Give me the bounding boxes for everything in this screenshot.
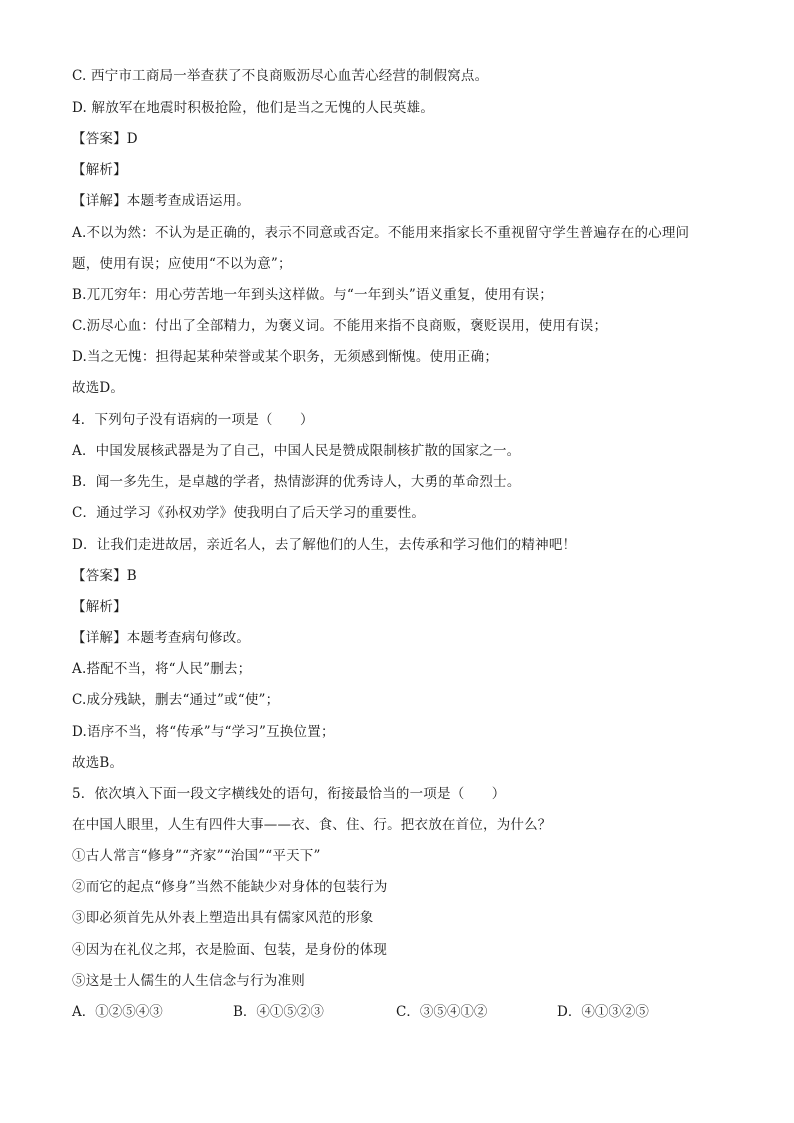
question-5-passage: 在中国人眼里，人生有四件大事——衣、食、住、行。把衣放在首位，为什么？ (72, 817, 552, 833)
sentence-3: ③即必须首先从外表上塑造出具有儒家风范的形象 (72, 910, 374, 926)
option-c-q4: C．通过学习《孙权劝学》使我明白了后天学习的重要性。 (72, 505, 426, 521)
option-d-q5: D．④①③②⑤ (557, 1004, 649, 1020)
explanation-d-q4: D.语序不当，将“传承”与“学习”互换位置； (72, 724, 335, 740)
explanation-a-q3: A.不以为然：不认为是正确的，表示不同意或否定。不能用来指家长不重视留守学生普遍存在的心理问 (72, 225, 690, 241)
option-a-q4: A．中国发展核武器是为了自己，中国人民是赞成限制核扩散的国家之一。 (72, 443, 521, 459)
explanation-a-q3-cont: 题，使用有误；应使用“不以为意”； (72, 256, 292, 272)
option-b-q4: B．闻一多先生，是卓越的学者，热情澎湃的优秀诗人，大勇的革命烈士。 (72, 474, 521, 490)
option-c-q5: C．③⑤④①② (396, 1004, 488, 1020)
option-d-q4: D．让我们走进故居，亲近名人，去了解他们的人生，去传承和学习他们的精神吧！ (72, 537, 577, 553)
conclusion-q4: 故选B。 (72, 755, 124, 771)
sentence-1: ①古人常言“修身”“齐家”“治国”“平天下” (72, 848, 321, 864)
option-a-q5: A．①②⑤④③ (72, 1004, 163, 1020)
explanation-a-q4: A.搭配不当，将“人民”删去； (72, 661, 252, 677)
analysis-heading-q4: 【解析】 (72, 599, 127, 615)
question-4-stem: 4．下列句子没有语病的一项是（ ） (72, 412, 314, 428)
answer-q3: 【答案】D (72, 131, 138, 147)
option-c-q3: C. 西宁市工商局一举查获了不良商贩沥尽心血苦心经营的制假窝点。 (72, 68, 489, 84)
detail-heading-q3: 【详解】本题考查成语运用。 (72, 193, 251, 209)
conclusion-q3: 故选D。 (72, 380, 125, 396)
option-d-q3: D. 解放军在地震时积极抢险，他们是当之无愧的人民英雄。 (72, 100, 435, 116)
explanation-d-q3: D.当之无愧：担得起某种荣誉或某个职务，无须感到惭愧。使用正确； (72, 349, 499, 365)
question-5-stem: 5．依次填入下面一段文字横线处的语句，衔接最恰当的一项是（ ） (72, 786, 506, 802)
option-b-q5: B．④①⑤②③ (233, 1004, 324, 1020)
explanation-b-q3: B.兀兀穷年：用心劳苦地一年到头这样做。与“一年到头”语义重复，使用有误； (72, 287, 553, 303)
answer-q4: 【答案】B (72, 568, 137, 584)
explanation-c-q4: C.成分残缺，删去“通过”或“使”； (72, 692, 280, 708)
detail-heading-q4: 【详解】本题考查病句修改。 (72, 630, 251, 646)
analysis-heading-q3: 【解析】 (72, 162, 127, 178)
explanation-c-q3: C.沥尽心血：付出了全部精力，为褒义词。不能用来指不良商贩，褒贬误用，使用有误； (72, 318, 608, 334)
sentence-4: ④因为在礼仪之邦，衣是脸面、包装，是身份的体现 (72, 942, 388, 958)
sentence-2: ②而它的起点“修身”当然不能缺少对身体的包装行为 (72, 879, 388, 895)
sentence-5: ⑤这是士人儒生的人生信念与行为准则 (72, 973, 305, 989)
